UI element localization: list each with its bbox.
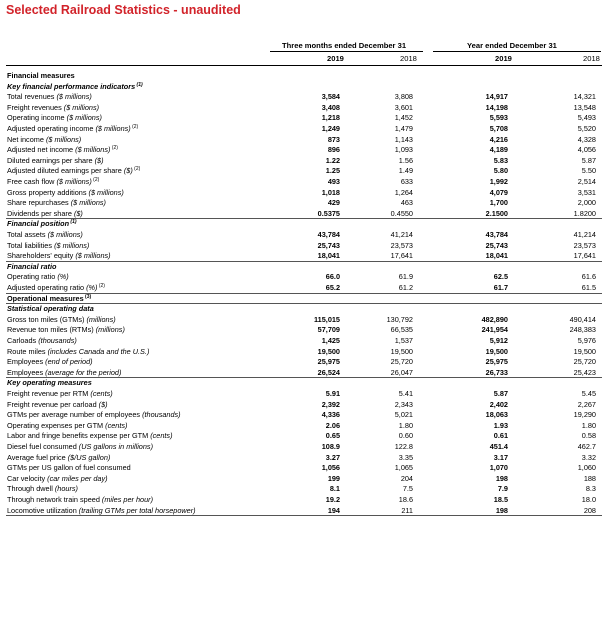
footnote-ref: (2) bbox=[132, 166, 141, 173]
row-label bbox=[7, 410, 181, 419]
cell-q4-2018: 1,452 bbox=[394, 113, 413, 123]
row-unit: ($ millions) bbox=[45, 134, 82, 144]
cell-year-2019: 4,216 bbox=[489, 134, 508, 144]
row-label-text: GTMs per average number of employees bbox=[7, 410, 141, 420]
row-label bbox=[7, 347, 149, 356]
row-label-text: Freight revenues bbox=[7, 102, 62, 112]
cell-q4-2018: 211 bbox=[401, 505, 413, 515]
cell-year-2018: 41,214 bbox=[573, 230, 596, 239]
row-label bbox=[7, 283, 105, 292]
cell-q4-2019: 19,500 bbox=[317, 346, 340, 356]
row-label bbox=[7, 442, 153, 451]
header-bottom-rule bbox=[6, 65, 602, 66]
cell-year-2018: 5.45 bbox=[581, 389, 596, 398]
row-divider bbox=[6, 261, 602, 262]
cell-year-2019: 5.80 bbox=[493, 166, 508, 176]
row-unit: (trailing GTMs per total horsepower) bbox=[78, 505, 196, 515]
row-label-text: Net income bbox=[7, 134, 44, 144]
cell-q4-2019: 26,524 bbox=[317, 367, 340, 377]
cell-year-2018: 19,500 bbox=[573, 346, 596, 356]
cell-q4-2018: 204 bbox=[400, 473, 413, 483]
row-unit: ($ millions) bbox=[54, 240, 90, 250]
row-unit: (miles per hour) bbox=[101, 495, 154, 504]
cell-q4-2019: 2,392 bbox=[321, 399, 340, 409]
row-unit: ($/US gallon) bbox=[67, 452, 111, 462]
cell-year-2018: 1,060 bbox=[577, 463, 596, 473]
row-label-text: Freight revenue per RTM bbox=[7, 389, 89, 398]
header-year-q-2018: 2018 bbox=[400, 54, 417, 63]
row-label-text: Carloads bbox=[7, 336, 37, 345]
row-label bbox=[7, 400, 108, 409]
row-label-text: Adjusted diluted earnings per share bbox=[7, 166, 122, 176]
cell-q4-2018: 61.9 bbox=[398, 272, 413, 282]
row-label-text: Financial measures bbox=[7, 71, 75, 80]
row-label bbox=[7, 209, 83, 218]
cell-q4-2018: 3.35 bbox=[398, 452, 413, 462]
cell-year-2018: 5.87 bbox=[581, 155, 596, 165]
row-divider bbox=[6, 303, 602, 304]
cell-q4-2018: 0.60 bbox=[398, 431, 413, 441]
row-divider bbox=[6, 293, 602, 294]
cell-q4-2019: 18,041 bbox=[317, 251, 340, 261]
cell-q4-2018: 1,264 bbox=[394, 187, 413, 197]
footnote-ref: (2) bbox=[130, 124, 139, 130]
row-unit: ($) bbox=[123, 166, 133, 176]
cell-year-2019: 18,063 bbox=[485, 410, 508, 420]
cell-year-2019: 26,733 bbox=[485, 367, 508, 377]
header-group1-rule bbox=[270, 51, 423, 52]
cell-year-2019: 3.17 bbox=[493, 452, 508, 462]
cell-q4-2019: 199 bbox=[327, 473, 340, 483]
section-heading bbox=[7, 294, 91, 303]
cell-year-2018: 3.32 bbox=[581, 452, 596, 462]
cell-year-2018: 490,414 bbox=[569, 314, 596, 324]
cell-q4-2019: 8.1 bbox=[329, 484, 340, 494]
cell-year-2018: 17,641 bbox=[573, 251, 596, 261]
row-label-text: Adjusted operating income bbox=[7, 124, 94, 133]
cell-q4-2019: 1,218 bbox=[321, 113, 340, 123]
cell-q4-2019: 108.9 bbox=[321, 442, 340, 451]
row-unit: ($ millions) bbox=[95, 124, 131, 133]
cell-year-2019: 5.83 bbox=[493, 155, 508, 165]
row-label bbox=[7, 177, 99, 186]
row-label bbox=[7, 315, 116, 324]
row-unit: ($ millions) bbox=[66, 113, 102, 123]
cell-q4-2019: 25,743 bbox=[317, 240, 340, 250]
row-unit: ($ millions) bbox=[75, 145, 111, 155]
row-unit: (includes Canada and the U.S.) bbox=[47, 346, 150, 356]
row-label-text: Diesel fuel consumed bbox=[7, 442, 77, 451]
footnote-ref: (2) bbox=[110, 145, 118, 152]
row-label-text: Share repurchases bbox=[7, 198, 69, 208]
cell-q4-2018: 463 bbox=[400, 198, 413, 208]
cell-q4-2019: 3,408 bbox=[321, 102, 340, 112]
row-label bbox=[7, 198, 106, 207]
row-label bbox=[7, 463, 131, 472]
row-label-text: Total revenues bbox=[7, 92, 55, 102]
cell-year-2018: 4,328 bbox=[577, 134, 596, 144]
row-label bbox=[7, 495, 153, 504]
row-unit: (cents) bbox=[90, 389, 113, 398]
cell-q4-2019: 65.2 bbox=[325, 283, 340, 292]
row-label bbox=[7, 272, 69, 281]
row-label bbox=[7, 166, 140, 175]
row-label bbox=[7, 92, 92, 101]
subsection-heading bbox=[7, 304, 94, 313]
cell-year-2018: 2,000 bbox=[577, 198, 596, 208]
cell-q4-2018: 130,792 bbox=[386, 314, 413, 324]
cell-year-2018: 25,720 bbox=[573, 357, 596, 367]
cell-year-2018: 4,056 bbox=[577, 145, 596, 155]
row-label-text: Key operating measures bbox=[7, 378, 92, 388]
cell-year-2019: 1,700 bbox=[489, 198, 508, 208]
row-divider bbox=[6, 377, 602, 378]
row-label bbox=[7, 188, 124, 197]
cell-q4-2018: 5.41 bbox=[398, 389, 413, 398]
cell-q4-2018: 122.8 bbox=[394, 442, 413, 451]
cell-year-2019: 62.5 bbox=[493, 272, 508, 282]
cell-year-2019: 451.4 bbox=[489, 442, 508, 451]
row-label bbox=[7, 453, 110, 462]
cell-q4-2018: 1.49 bbox=[398, 166, 413, 176]
row-label-text: Freight revenue per carload bbox=[7, 399, 97, 409]
row-unit: (hours) bbox=[54, 484, 78, 494]
cell-year-2018: 208 bbox=[583, 505, 596, 515]
row-unit: (end of period) bbox=[45, 357, 93, 367]
row-label-text: Operating income bbox=[7, 113, 65, 123]
subsection-heading bbox=[7, 82, 143, 91]
subsection-heading bbox=[7, 262, 56, 271]
subsection-heading bbox=[7, 378, 92, 387]
cell-q4-2019: 25,975 bbox=[317, 357, 340, 367]
cell-q4-2018: 1.80 bbox=[398, 420, 413, 430]
cell-year-2018: 5.50 bbox=[581, 166, 596, 176]
cell-q4-2018: 66,535 bbox=[390, 325, 413, 335]
row-label bbox=[7, 230, 83, 239]
row-unit: (%) bbox=[86, 283, 98, 292]
row-unit: (cents) bbox=[150, 431, 173, 441]
row-unit: ($) bbox=[98, 399, 108, 409]
cell-year-2019: 25,743 bbox=[485, 240, 508, 250]
row-label-text: Financial position bbox=[7, 219, 70, 229]
cell-q4-2019: 115,015 bbox=[314, 314, 340, 324]
row-label-text: Gross property additions bbox=[7, 187, 87, 197]
cell-year-2019: 198 bbox=[495, 505, 508, 515]
row-unit: (millions) bbox=[86, 314, 116, 324]
row-unit: ($ millions) bbox=[70, 198, 106, 208]
cell-year-2018: 5,520 bbox=[577, 124, 596, 133]
cell-year-2018: 8.3 bbox=[585, 484, 596, 494]
cell-q4-2018: 41,214 bbox=[390, 230, 413, 239]
cell-year-2019: 2,402 bbox=[489, 399, 508, 409]
cell-q4-2018: 1,537 bbox=[394, 336, 413, 345]
cell-year-2019: 18,041 bbox=[485, 251, 508, 261]
cell-year-2019: 1,070 bbox=[489, 463, 508, 473]
cell-year-2019: 4,079 bbox=[489, 187, 508, 197]
cell-year-2019: 5,593 bbox=[489, 113, 508, 123]
cell-year-2019: 1,992 bbox=[489, 177, 508, 186]
row-divider bbox=[6, 218, 602, 219]
cell-year-2018: 0.58 bbox=[581, 431, 596, 441]
row-unit: ($ millions) bbox=[63, 102, 100, 112]
row-label bbox=[7, 336, 77, 345]
cell-q4-2019: 57,709 bbox=[317, 325, 340, 335]
row-unit: (thousands) bbox=[142, 410, 181, 420]
row-label bbox=[7, 251, 111, 260]
row-label-text: Average fuel price bbox=[7, 452, 66, 462]
cell-q4-2019: 43,784 bbox=[317, 230, 340, 239]
cell-q4-2019: 194 bbox=[327, 505, 340, 515]
header-year-ended: Year ended December 31 bbox=[467, 41, 557, 50]
cell-q4-2019: 1,018 bbox=[321, 187, 340, 197]
cell-q4-2019: 1.22 bbox=[325, 155, 340, 165]
row-label-text: Labor and fringe benefits expense per GTM bbox=[7, 431, 149, 441]
cell-q4-2018: 1.56 bbox=[398, 155, 413, 165]
cell-year-2018: 61.5 bbox=[581, 283, 596, 292]
cell-year-2019: 5.87 bbox=[493, 389, 508, 398]
cell-year-2019: 241,954 bbox=[481, 325, 508, 335]
cell-q4-2018: 25,720 bbox=[390, 357, 413, 367]
row-label bbox=[7, 357, 93, 366]
row-label-text: Operational measures bbox=[7, 293, 84, 303]
row-label bbox=[7, 124, 138, 133]
row-label-text: Operating expenses per GTM bbox=[7, 420, 104, 430]
cell-year-2019: 61.7 bbox=[493, 283, 508, 292]
cell-q4-2018: 26,047 bbox=[390, 367, 413, 377]
row-unit: ($ millions) bbox=[88, 187, 124, 197]
row-unit: ($ millions) bbox=[56, 177, 92, 186]
cell-year-2019: 19,500 bbox=[485, 346, 508, 356]
cell-q4-2019: 0.65 bbox=[325, 431, 340, 441]
row-unit: ($ millions) bbox=[56, 92, 92, 102]
cell-q4-2019: 2.06 bbox=[325, 420, 340, 430]
row-label bbox=[7, 368, 121, 377]
cell-q4-2018: 1,479 bbox=[394, 124, 413, 133]
cell-year-2018: 5,493 bbox=[577, 113, 596, 123]
cell-q4-2018: 1,093 bbox=[394, 145, 413, 155]
footnote-ref: (3) bbox=[83, 293, 92, 300]
cell-year-2018: 2,514 bbox=[577, 177, 596, 186]
cell-q4-2019: 5.91 bbox=[325, 389, 340, 398]
row-label-text: Key financial performance indicators bbox=[7, 81, 136, 91]
row-label-text: Dividends per share bbox=[7, 208, 72, 218]
section-heading bbox=[7, 71, 75, 80]
cell-year-2019: 14,198 bbox=[485, 102, 508, 112]
row-unit: ($ millions) bbox=[75, 251, 111, 261]
cell-q4-2018: 7.5 bbox=[402, 484, 413, 494]
row-label bbox=[7, 103, 99, 112]
cell-year-2019: 43,784 bbox=[485, 230, 508, 239]
cell-q4-2019: 3,584 bbox=[321, 92, 340, 102]
row-label-text: Adjusted net income bbox=[7, 145, 74, 155]
row-unit: ($) bbox=[94, 155, 104, 165]
cell-q4-2018: 61.2 bbox=[398, 283, 413, 292]
row-label-text: Financial ratio bbox=[7, 261, 57, 271]
row-label bbox=[7, 135, 81, 144]
row-label-text: Total assets bbox=[7, 230, 46, 239]
row-label-text: Locomotive utilization bbox=[7, 505, 77, 515]
cell-q4-2019: 19.2 bbox=[325, 495, 340, 504]
row-label-text: GTMs per US gallon of fuel consumed bbox=[7, 463, 131, 473]
row-unit: (car miles per day) bbox=[47, 473, 108, 483]
cell-year-2018: 25,423 bbox=[573, 367, 596, 377]
cell-q4-2019: 1.25 bbox=[325, 166, 340, 176]
row-label bbox=[7, 431, 173, 440]
header-group2-rule bbox=[433, 51, 601, 52]
row-unit: (US gallons in millions) bbox=[78, 442, 154, 451]
row-label-text: Through network train speed bbox=[7, 495, 100, 504]
footnote-ref: (1) bbox=[69, 219, 77, 226]
subsection-heading bbox=[7, 219, 77, 228]
row-label bbox=[7, 389, 113, 398]
cell-year-2018: 3,531 bbox=[577, 187, 596, 197]
row-label-text: Shareholders' equity bbox=[7, 251, 74, 261]
row-label-text: Diluted earnings per share bbox=[7, 155, 93, 165]
row-label-text: Operating ratio bbox=[7, 272, 56, 282]
cell-year-2018: 14,321 bbox=[573, 92, 596, 102]
cell-year-2019: 14,917 bbox=[485, 92, 508, 102]
cell-q4-2019: 66.0 bbox=[325, 272, 340, 282]
cell-q4-2018: 2,343 bbox=[394, 399, 413, 409]
cell-q4-2019: 0.5375 bbox=[317, 208, 340, 218]
cell-q4-2019: 1,425 bbox=[321, 336, 340, 345]
footnote-ref: (2) bbox=[97, 283, 105, 289]
row-label-text: Free cash flow bbox=[7, 177, 55, 186]
cell-q4-2018: 0.4550 bbox=[390, 208, 413, 218]
cell-year-2019: 4,189 bbox=[489, 145, 508, 155]
cell-q4-2019: 896 bbox=[327, 145, 340, 155]
cell-q4-2019: 873 bbox=[327, 134, 340, 144]
cell-q4-2018: 1,143 bbox=[394, 134, 413, 144]
cell-year-2018: 19,290 bbox=[573, 410, 596, 420]
footnote-ref: (1) bbox=[135, 81, 143, 88]
row-label bbox=[7, 484, 78, 493]
cell-q4-2019: 493 bbox=[327, 177, 340, 186]
cell-year-2018: 61.6 bbox=[581, 272, 596, 282]
cell-year-2018: 5,976 bbox=[577, 336, 596, 345]
cell-year-2018: 188 bbox=[583, 473, 596, 483]
cell-q4-2018: 19,500 bbox=[390, 346, 413, 356]
cell-q4-2018: 3,601 bbox=[394, 102, 413, 112]
row-unit: (thousands) bbox=[38, 336, 77, 345]
cell-year-2018: 13,548 bbox=[573, 102, 596, 112]
cell-year-2018: 18.0 bbox=[581, 495, 596, 504]
cell-q4-2019: 3.27 bbox=[325, 452, 340, 462]
row-label bbox=[7, 506, 196, 515]
row-label bbox=[7, 474, 108, 483]
cell-q4-2019: 1,249 bbox=[321, 124, 340, 133]
cell-year-2019: 198 bbox=[495, 473, 508, 483]
header-three-months: Three months ended December 31 bbox=[282, 41, 407, 50]
cell-year-2018: 462.7 bbox=[577, 442, 596, 451]
cell-q4-2018: 23,573 bbox=[390, 240, 413, 250]
cell-year-2019: 1.93 bbox=[493, 420, 508, 430]
cell-year-2019: 5,912 bbox=[489, 336, 508, 345]
cell-q4-2018: 1,065 bbox=[394, 463, 413, 473]
cell-q4-2019: 429 bbox=[327, 198, 340, 208]
row-label-text: Employees bbox=[7, 367, 44, 377]
cell-q4-2018: 633 bbox=[400, 177, 413, 186]
cell-year-2018: 248,383 bbox=[569, 325, 596, 335]
row-label-text: Employees bbox=[7, 357, 44, 367]
row-label-text: Adjusted operating ratio bbox=[7, 283, 85, 292]
cell-year-2018: 1.80 bbox=[581, 420, 596, 430]
row-label bbox=[7, 156, 104, 165]
cell-q4-2019: 4,336 bbox=[321, 410, 340, 420]
page-title: Selected Railroad Statistics - unaudited bbox=[6, 3, 241, 17]
cell-year-2019: 7.9 bbox=[497, 484, 508, 494]
row-divider bbox=[6, 515, 602, 516]
cell-year-2018: 23,573 bbox=[573, 240, 596, 250]
row-unit: (millions) bbox=[95, 325, 125, 335]
cell-year-2019: 5,708 bbox=[489, 124, 508, 133]
row-label-text: Car velocity bbox=[7, 473, 46, 483]
cell-year-2019: 0.61 bbox=[493, 431, 508, 441]
row-label bbox=[7, 241, 89, 250]
header-year-y-2019: 2019 bbox=[495, 54, 512, 63]
cell-q4-2018: 5,021 bbox=[394, 410, 413, 420]
row-label-text: Total liabilities bbox=[7, 240, 53, 250]
row-label-text: Route miles bbox=[7, 346, 46, 356]
row-label-text: Revenue ton miles (RTMs) bbox=[7, 325, 94, 335]
row-label-text: Statistical operating data bbox=[7, 304, 94, 314]
row-label bbox=[7, 325, 125, 334]
row-unit: ($ millions) bbox=[47, 230, 83, 239]
cell-year-2019: 2.1500 bbox=[485, 208, 508, 218]
header-year-q-2019: 2019 bbox=[327, 54, 344, 63]
row-label bbox=[7, 145, 118, 154]
row-unit: ($) bbox=[73, 208, 83, 218]
header-year-y-2018: 2018 bbox=[583, 54, 600, 63]
cell-year-2019: 482,890 bbox=[481, 314, 508, 324]
cell-q4-2018: 17,641 bbox=[390, 251, 413, 261]
cell-year-2019: 18.5 bbox=[493, 495, 508, 504]
cell-q4-2018: 18.6 bbox=[398, 495, 413, 504]
cell-year-2018: 1.8200 bbox=[573, 208, 596, 218]
cell-q4-2018: 3,808 bbox=[394, 92, 413, 102]
row-label bbox=[7, 113, 102, 122]
row-unit: (%) bbox=[57, 272, 69, 282]
footnote-ref: (2) bbox=[91, 177, 100, 183]
row-label-text: Gross ton miles (GTMs) bbox=[7, 314, 85, 324]
cell-year-2019: 25,975 bbox=[485, 357, 508, 367]
row-unit: (average for the period) bbox=[45, 367, 122, 377]
row-label bbox=[7, 421, 127, 430]
row-unit: (cents) bbox=[105, 420, 128, 430]
row-label-text: Through dwell bbox=[7, 484, 53, 494]
cell-year-2018: 2,267 bbox=[577, 399, 596, 409]
cell-q4-2019: 1,056 bbox=[321, 463, 340, 473]
